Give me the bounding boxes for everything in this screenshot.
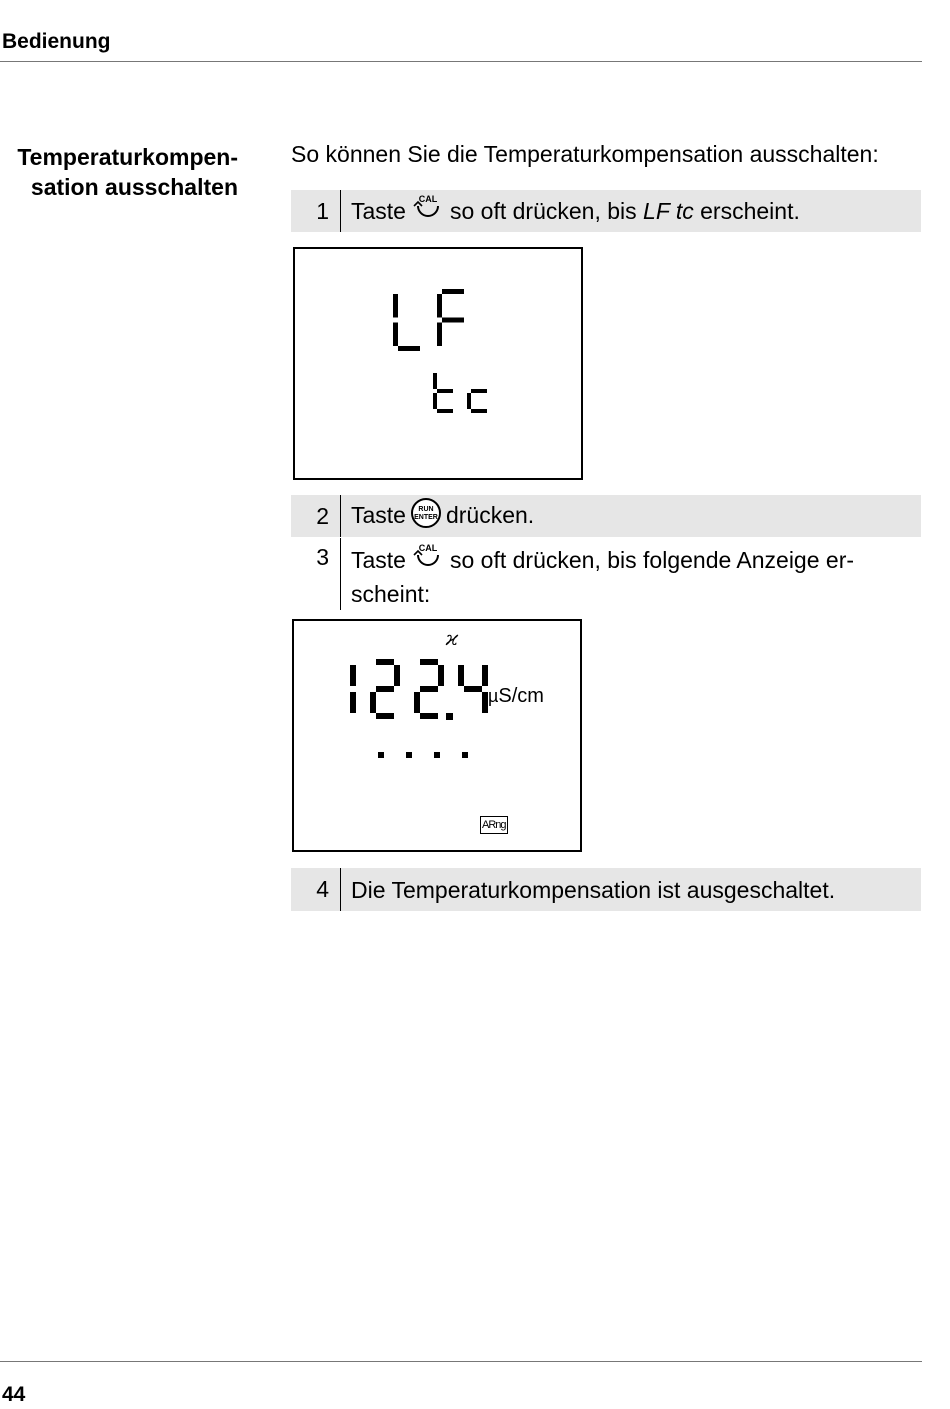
cal-key-icon — [410, 193, 446, 230]
lcd-display-conductivity — [292, 619, 582, 852]
step-text-post: so oft drücken, bis — [449, 197, 637, 224]
conductivity-symbol: ϰ — [445, 626, 459, 650]
unit-text: S/cm — [498, 685, 544, 707]
step-text — [341, 193, 921, 230]
lcd-line2-char-c — [467, 389, 487, 413]
step-text-pre: Taste — [351, 547, 406, 573]
step-text — [341, 497, 921, 536]
lcd-value-char-2 — [370, 659, 400, 719]
step-text-pre: Taste — [351, 501, 406, 528]
step-3 — [291, 538, 921, 610]
cal-key-label: CAL — [418, 193, 438, 204]
lcd-line2-char-- — [378, 752, 384, 758]
cal-key-icon — [410, 542, 446, 579]
auto-range-badge: ARng — [480, 816, 508, 834]
step-text-line1: so oft drücken, bis folgende Anzeige er- — [449, 547, 855, 573]
step-number: 4 — [291, 868, 341, 911]
step-text-pre: Taste — [351, 197, 406, 224]
step-text-end: erscheint. — [700, 197, 800, 224]
lcd-segments-conductivity — [294, 621, 584, 854]
section-title-line1: Temperaturkompen- — [17, 144, 238, 170]
run-key-label: RUN — [418, 505, 434, 513]
lcd-line2-char-t — [433, 373, 453, 413]
intro-text: So können Sie die Temperaturkompensation ausschalten: — [291, 141, 879, 167]
enter-key-label: ENTER — [414, 513, 438, 521]
unit-prefix: µ — [488, 686, 499, 706]
lcd-line1-char-L — [393, 294, 420, 351]
lcd-display-lf-tc — [293, 247, 583, 480]
section-title-line2: sation ausschalten — [30, 174, 238, 200]
lcd-line1-char-F — [437, 289, 464, 346]
section-title — [0, 142, 238, 202]
lcd-value-char-2 — [414, 659, 444, 719]
step-text — [341, 538, 921, 609]
header-rule — [0, 61, 922, 62]
lcd-value-decimal-point — [446, 713, 453, 720]
step-number: 2 — [291, 495, 341, 537]
footer-rule — [0, 1361, 922, 1362]
lcd-line2-char-- — [434, 752, 440, 758]
run-enter-key-icon — [410, 497, 442, 536]
lcd-line2-char-- — [462, 752, 468, 758]
unit-label — [488, 685, 544, 708]
step-number: 3 — [291, 538, 341, 610]
step-2 — [291, 495, 921, 537]
cal-key-label: CAL — [418, 543, 438, 553]
page-number: 44 — [2, 1383, 26, 1406]
lcd-value-char-4 — [458, 665, 488, 713]
step-4 — [291, 868, 921, 911]
lcd-segments-lf-tc — [295, 249, 585, 482]
page-header: Bedienung — [2, 30, 111, 53]
lcd-line2-char-- — [406, 752, 412, 758]
step-number: 1 — [291, 190, 341, 232]
step-text-italic: LF tc — [643, 197, 694, 224]
step-text: Die Temperaturkompensation ist ausgeschaltet. — [351, 876, 836, 903]
step-text-line2: scheint: — [351, 581, 431, 607]
step-text-post: drücken. — [445, 501, 535, 528]
lcd-value-char-1 — [350, 665, 356, 713]
step-1 — [291, 190, 921, 232]
